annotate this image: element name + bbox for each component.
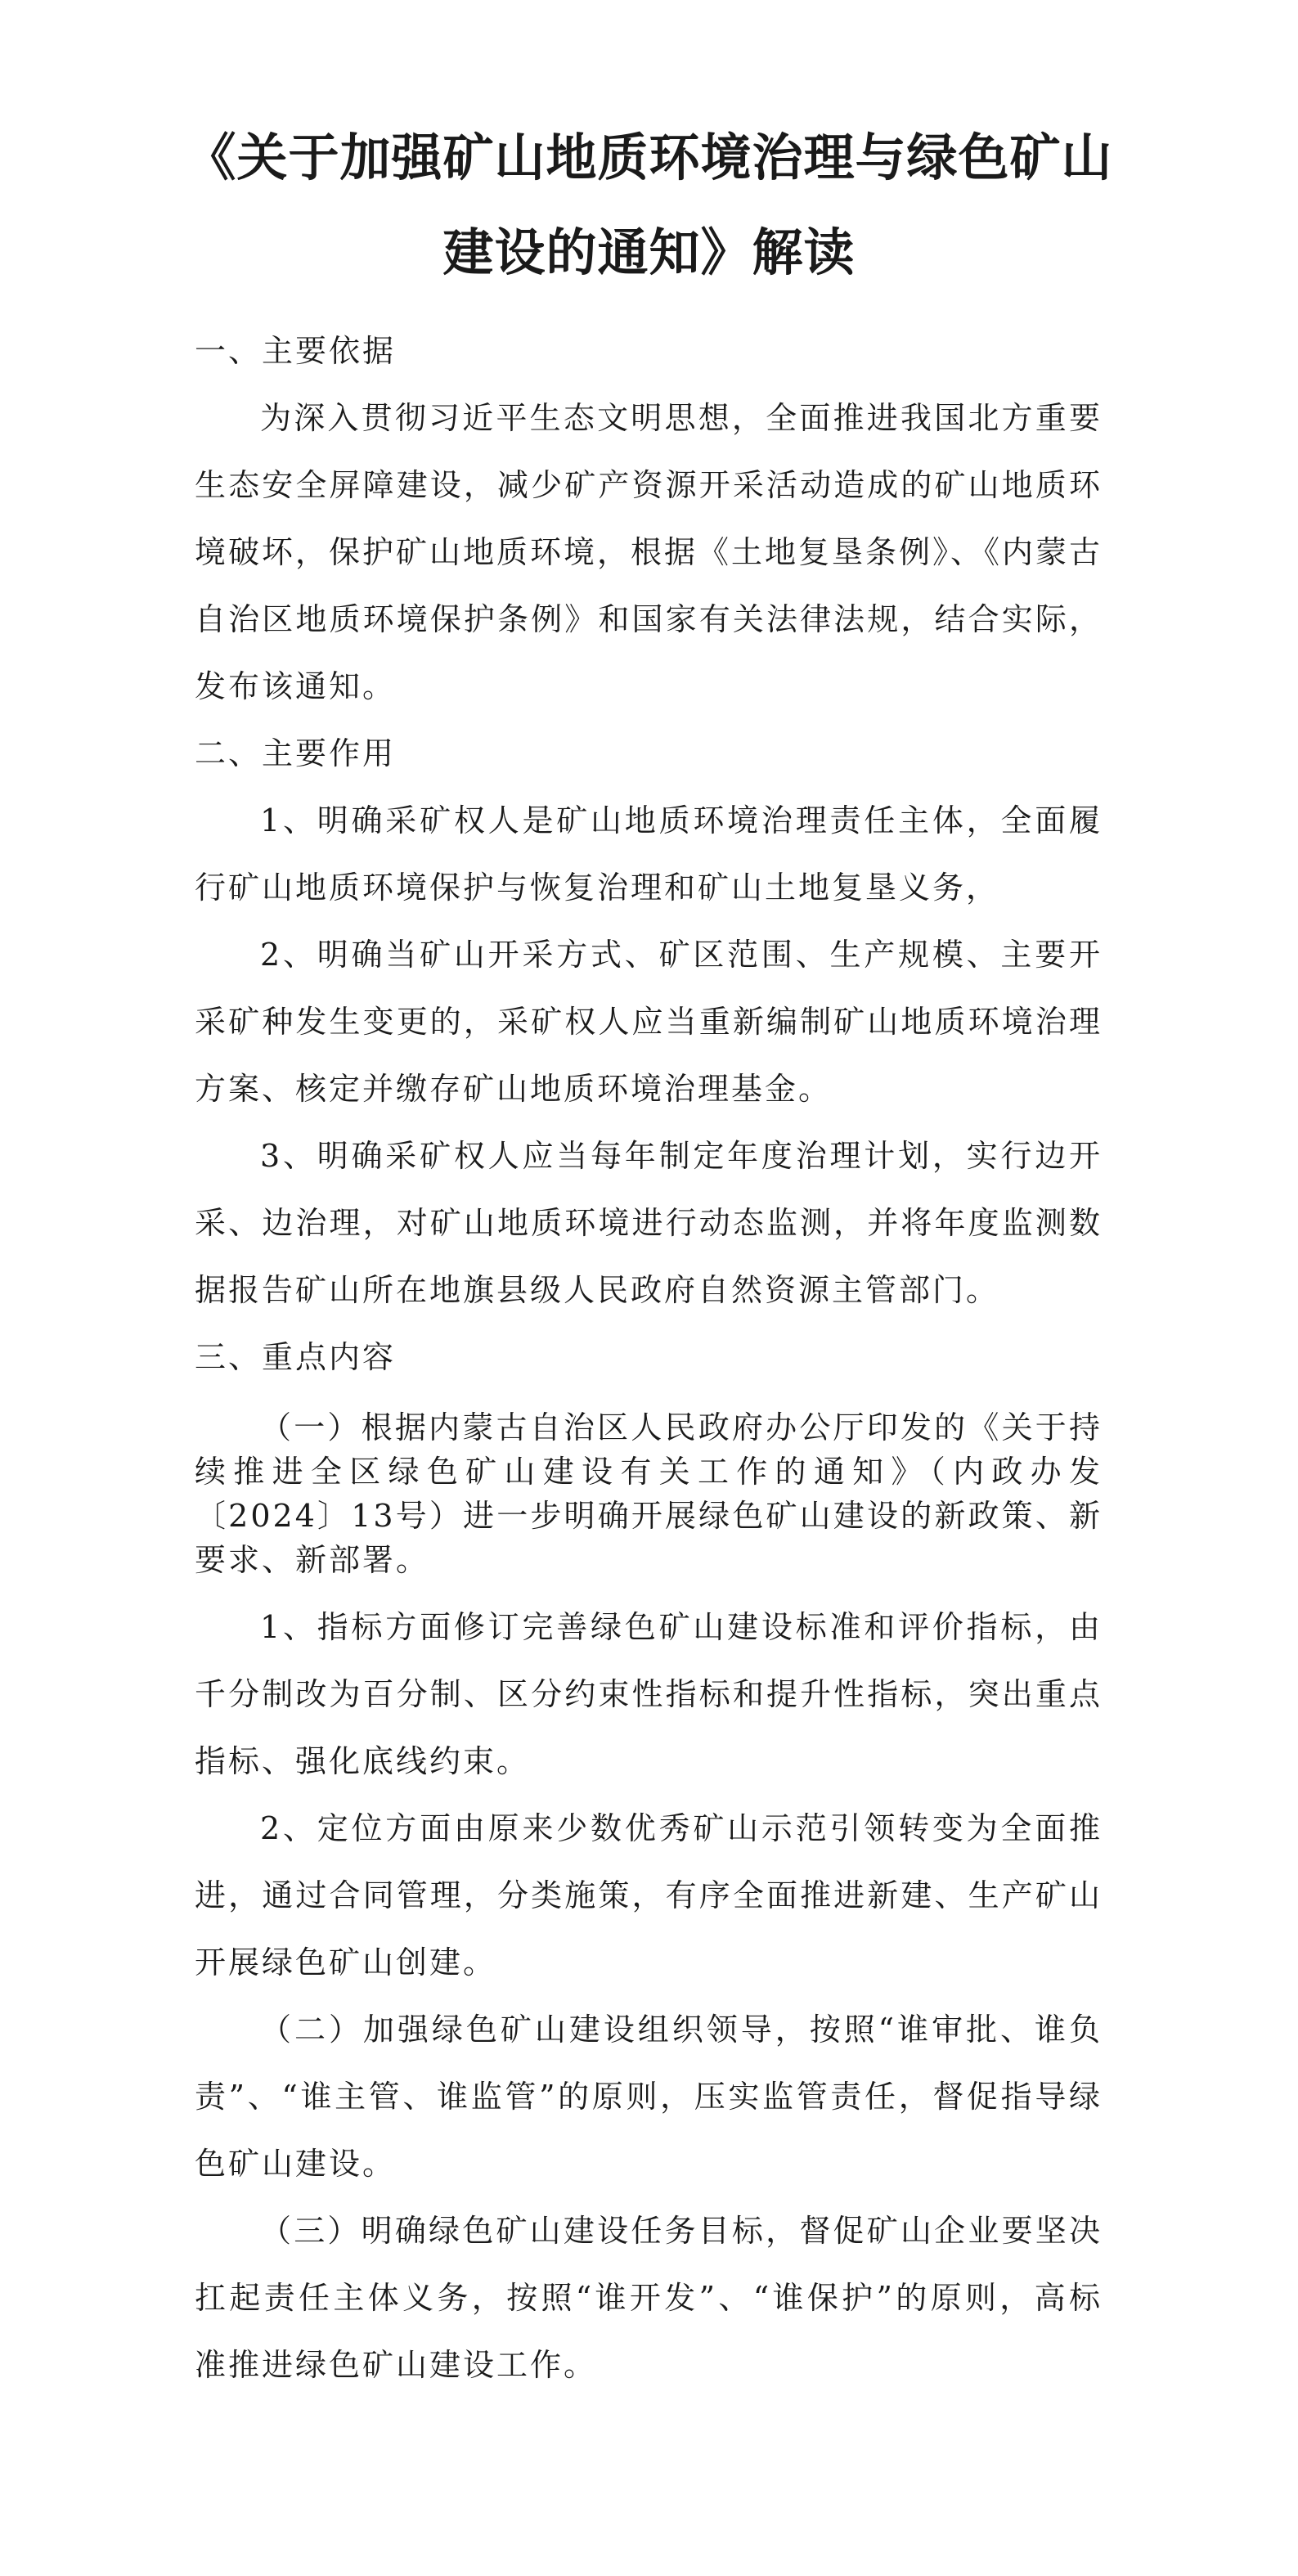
section-heading-basis: 一、主要依据 [195, 333, 397, 369]
paragraph-key-content-2: （二）加强绿色矿山建设组织领导，按照“谁审批、谁负责”、“谁主管、谁监管”的原则，压实监管责任，督促指导绿色矿山建设。 [195, 2012, 1103, 2182]
document-body [195, 317, 1103, 2398]
paragraph-role-1: 1、明确采矿权人是矿山地质环境治理责任主体，全面履行矿山地质环境保护与恢复治理和矿山土地复垦义务， [195, 802, 1103, 906]
document-title-line-1: 《关于加强矿山地质环境治理与绿色矿山 [185, 128, 1113, 187]
paragraph-key-content-3: （三）明确绿色矿山建设任务目标，督促矿山企业要坚决扛起责任主体义务，按照“谁开发”、“谁保护”的原则，高标准推进绿色矿山建设工作。 [195, 2213, 1103, 2383]
paragraph-key-content-1: （一）根据内蒙古自治区人民政府办公厅印发的《关于持续推进全区绿色矿山建设有关工作的通知》（内政办发〔2024〕13号）进一步明确开展绿色矿山建设的新政策、新要求、新部署。 [195, 1409, 1103, 1578]
paragraph-role-2: 2、明确当矿山开采方式、矿区范围、生产规模、主要开采矿种发生变更的，采矿权人应当重新编制矿山地质环境治理方案、核定并缴存矿山地质环境治理基金。 [195, 937, 1103, 1107]
paragraph-role-3: 3、明确采矿权人应当每年制定年度治理计划，实行边开采、边治理，对矿山地质环境进行动态监测，并将年度监测数据报告矿山所在地旗县级人民政府自然资源主管部门。 [195, 1138, 1103, 1308]
section-heading-role: 二、主要作用 [195, 735, 397, 771]
paragraph-key-content-positioning: 2、定位方面由原来少数优秀矿山示范引领转变为全面推进，通过合同管理，分类施策，有序全面推进新建、生产矿山开展绿色矿山创建。 [195, 1810, 1103, 1980]
paragraph-key-content-indicators: 1、指标方面修订完善绿色矿山建设标准和评价指标，由千分制改为百分制、区分约束性指标和提升性指标，突出重点指标、强化底线约束。 [195, 1609, 1103, 1779]
paragraph-basis: 为深入贯彻习近平生态文明思想，全面推进我国北方重要生态安全屏障建设，减少矿产资源开采活动造成的矿山地质环境破坏，保护矿山地质环境，根据《土地复垦条例》、《内蒙古自治区地质环境保护条例》和国家有关法律法规，结合实际，发布该通知。 [195, 400, 1103, 704]
section-heading-key-content: 三、重点内容 [195, 1339, 397, 1375]
document-title-line-2: 建设的通知》解读 [442, 223, 856, 282]
